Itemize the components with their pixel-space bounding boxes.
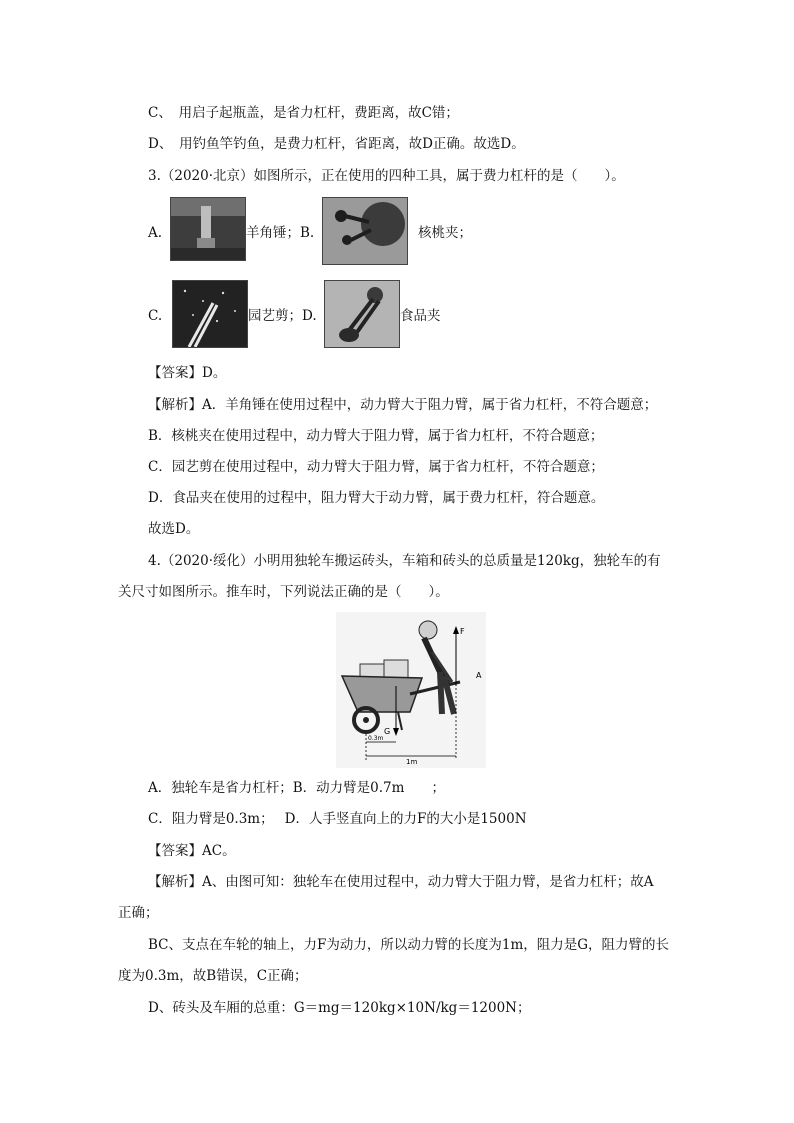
option-a-text: 羊角锤；B. (246, 225, 315, 241)
question-4-line2: 关尺寸如图所示。推车时，下列说法正确的是（ ）。 (118, 584, 449, 600)
q3-analysis-a: 【解析】A．羊角锤在使用过程中，动力臂大于阻力臂，属于省力杠杆，不符合题意； (148, 397, 658, 413)
food-tongs-photo (325, 281, 399, 347)
option-b-text: 核桃夹； (418, 225, 472, 241)
option-c-text: 园艺剪；D. (248, 308, 317, 324)
food-tongs-image (324, 280, 400, 348)
q4-options-cd: C．阻力臂是0.3m； D．人手竖直向上的力F的大小是1500N (148, 811, 527, 827)
q4-analysis-2: 正确； (118, 905, 159, 921)
label-g: G (384, 727, 391, 736)
q3-answer: 【答案】D。 (148, 365, 227, 381)
q4-analysis-4: 度为0.3m，故B错误，C正确； (118, 968, 308, 984)
text-d-prev: D、 用钓鱼竿钓鱼，是费力杠杆，省距离，故D正确。故选D。 (148, 136, 525, 152)
q3-analysis-b: B．核桃夹在使用过程中，动力臂大于阻力臂，属于省力杠杆，不符合题意； (148, 428, 604, 444)
q3-analysis-d: D．食品夹在使用的过程中，阻力臂大于动力臂，属于费力杠杆，符合题意。 (148, 490, 605, 506)
wheelbarrow-figure (336, 612, 486, 768)
claw-hammer-image (170, 197, 246, 261)
option-d-text: 食品夹 (400, 308, 441, 324)
label-1m: 1m (406, 758, 418, 766)
q4-options-ab: A．独轮车是省力杠杆；B．动力臂是0.7m ； (148, 780, 445, 796)
q3-conclusion: 故选D。 (148, 521, 200, 537)
q4-analysis-1: 【解析】A、由图可知：独轮车在使用过程中，动力臂大于阻力臂，是省力杠杆；故A (148, 874, 654, 890)
claw-hammer-photo (171, 198, 245, 260)
q4-analysis-3: BC、支点在车轮的轴上，力F为动力，所以动力臂的长度为1m，阻力是G，阻力臂的长 (148, 937, 670, 953)
label-f: F (460, 627, 465, 636)
garden-shears-photo (173, 281, 247, 347)
garden-shears-image (172, 280, 248, 348)
question-3: 3.（2020·北京）如图所示，正在使用的四种工具，属于费力杠杆的是（ ）。 (148, 168, 625, 184)
option-a-prefix: A. (148, 225, 163, 241)
q4-answer: 【答案】AC。 (148, 843, 236, 859)
question-4-line1: 4.（2020·绥化）小明用独轮车搬运砖头，车箱和砖头的总质量是120kg，独轮车的有 (148, 553, 661, 569)
q4-analysis-5: D、砖头及车厢的总重：G＝mg＝120kg×10N/kg＝1200N； (148, 1000, 531, 1016)
nutcracker-image (322, 197, 408, 265)
q3-analysis-c: C．园艺剪在使用过程中，动力臂大于阻力臂，属于省力杠杆，不符合题意； (148, 459, 604, 475)
option-c-prefix: C. (148, 308, 163, 324)
label-a: A (476, 671, 482, 680)
text-c-prev: C、 用启子起瓶盖，是省力杠杆，费距离，故C错； (148, 105, 459, 121)
nutcracker-photo (323, 198, 407, 264)
label-0-3m: 0.3m (368, 735, 384, 742)
